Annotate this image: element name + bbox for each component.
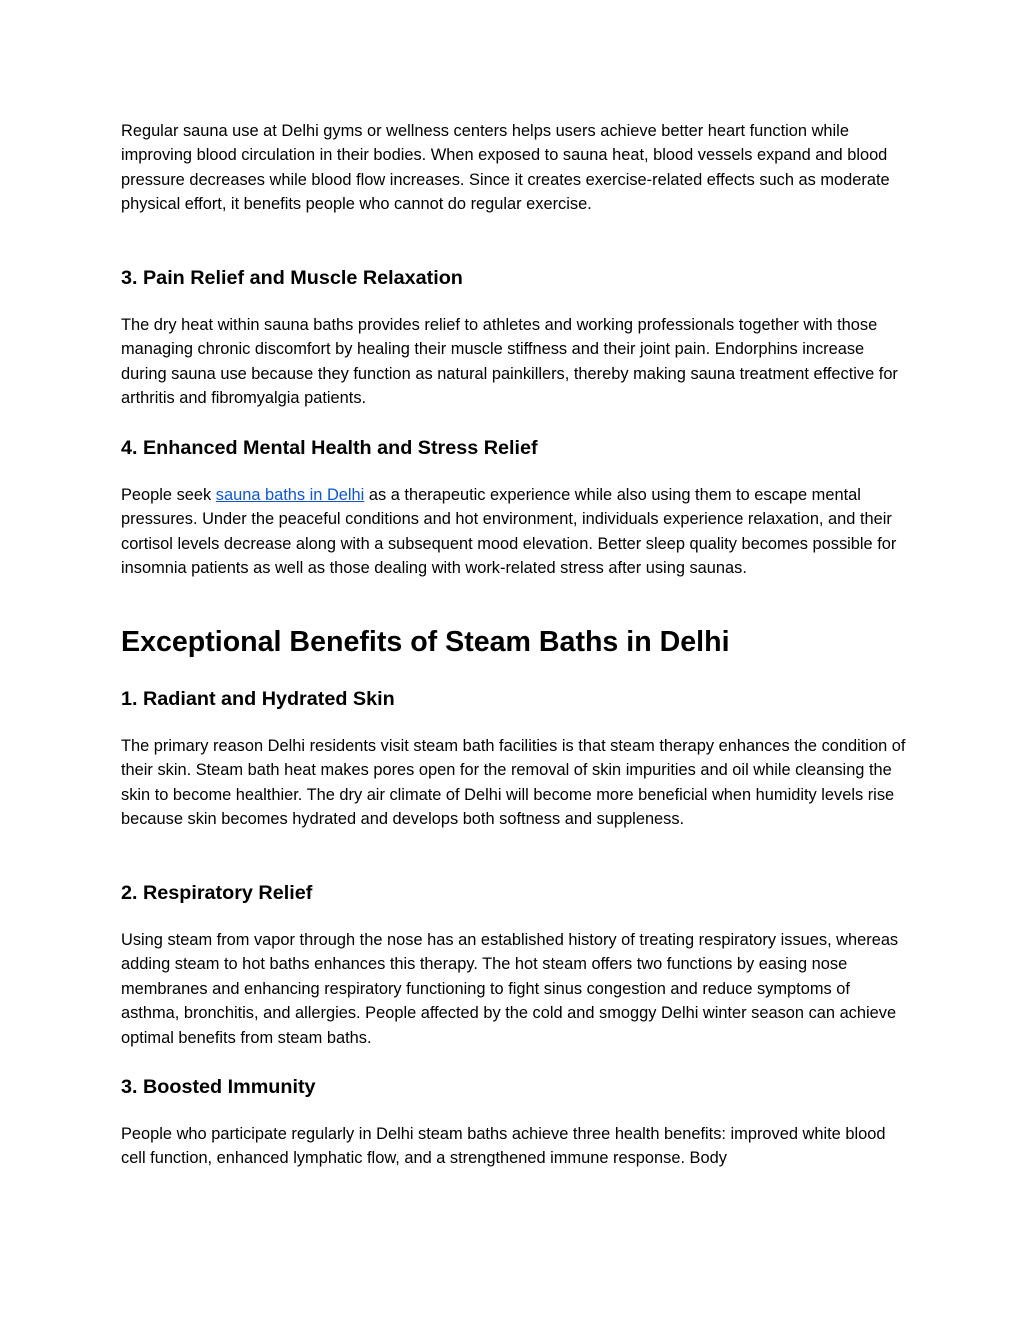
- heading-boosted-immunity: 3. Boosted Immunity: [121, 1076, 316, 1098]
- paragraph-mental-health: [121, 483, 911, 581]
- paragraph-pain-relief: The dry heat within sauna baths provides relief to athletes and working professionals together with those managing chronic discomfort by healing their muscle stiffness and their joint pain. Endorphins increase during sauna use because they function as natural painkillers, thereby making sauna treatment effective for arthritis and fibromyalgia patients.: [121, 316, 898, 408]
- paragraph-heart-function: Regular sauna use at Delhi gyms or wellness centers helps users achieve better heart function while improving blood circulation in their bodies. When exposed to sauna heat, blood vessels expand and blood pressure decreases while blood flow increases. Since it creates exercise-related effects such as moderate physical effort, it benefits people who cannot do regular exercise.: [121, 122, 890, 214]
- heading-pain-relief: 3. Pain Relief and Muscle Relaxation: [121, 267, 463, 289]
- paragraph-mental-text-before: People seek: [121, 486, 216, 504]
- heading-radiant-skin: 1. Radiant and Hydrated Skin: [121, 688, 395, 710]
- sauna-baths-link[interactable]: sauna baths in Delhi: [215, 486, 365, 504]
- paragraph-mental-text-after: as a therapeutic experience while also using them to escape mental pressures. Under the peaceful conditions and hot environment, individuals experience relaxation, and their cortisol levels decrease along with a subsequent mood elevation. Better sleep quality becomes possible for insomnia patients as well as those dealing with work-related stress after using saunas.: [121, 486, 897, 578]
- heading-mental-health: 4. Enhanced Mental Health and Stress Relief: [121, 437, 538, 459]
- heading-steam-baths: Exceptional Benefits of Steam Baths in Delhi: [121, 626, 730, 658]
- paragraph-boosted-immunity: People who participate regularly in Delhi steam baths achieve three health benefits: improved white blood cell function, enhanced lymphatic flow, and a strengthened immune response. Body: [121, 1125, 886, 1168]
- heading-respiratory-relief: 2. Respiratory Relief: [121, 882, 313, 904]
- paragraph-radiant-skin: The primary reason Delhi residents visit steam bath facilities is that steam therapy enhances the condition of their skin. Steam bath heat makes pores open for the removal of skin impurities and oil while cleansing the skin to become healthier. The dry air climate of Delhi will become more beneficial when humidity levels rise because skin becomes hydrated and develops both softness and suppleness.: [121, 737, 906, 829]
- paragraph-respiratory-relief: Using steam from vapor through the nose has an established history of treating respiratory issues, whereas adding steam to hot baths enhances this therapy. The hot steam offers two functions by easing nose membranes and enhancing respiratory functioning to fight sinus congestion and reduce symptoms of asthma, bronchitis, and allergies. People affected by the cold and smoggy Delhi winter season can achieve optimal benefits from steam baths.: [121, 931, 899, 1047]
